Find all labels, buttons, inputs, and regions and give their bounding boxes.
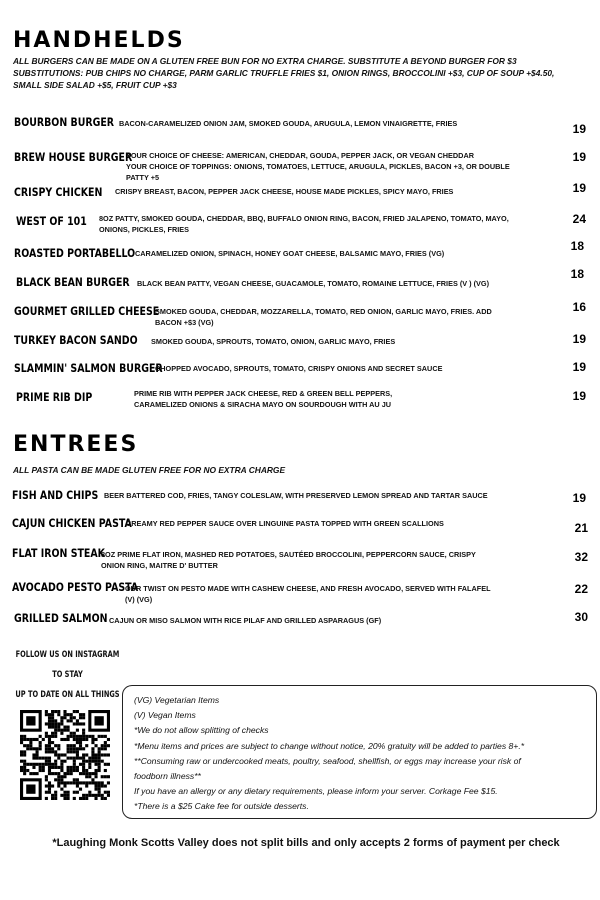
menu-item-name: BREW HOUSE BURGER	[14, 150, 133, 164]
menu-item-name: AVOCADO PESTO PASTA	[12, 580, 139, 594]
menu-item-name: FLAT IRON STEAK	[12, 546, 105, 560]
menu-item-desc-line: SMOKED GOUDA, SPROUTS, TOMATO, ONION, GARLIC MAYO, FRIES	[151, 337, 396, 346]
menu-item-name: ROASTED PORTABELLO	[14, 246, 136, 260]
menu-item-price: 19	[572, 360, 586, 374]
menu-item-desc-line: ONION RING, MAITRE D' BUTTER	[101, 561, 218, 570]
qr-code-icon[interactable]	[20, 710, 110, 800]
menu-item-desc-line: CARAMELIZED ONION, SPINACH, HONEY GOAT CHEESE, BALSAMIC MAYO, FRIES (VG)	[135, 249, 445, 258]
menu-item-name: CAJUN CHICKEN PASTA	[12, 516, 132, 530]
menu-item-price: 19	[572, 389, 586, 403]
menu-item-desc-line: BLACK BEAN PATTY, VEGAN CHEESE, GUACAMOLE, TOMATO, ROMAINE LETTUCE, FRIES (V ) (VG)	[137, 279, 490, 288]
menu-item-price: 32	[574, 550, 588, 564]
menu-item-name: CRISPY CHICKEN	[14, 185, 103, 199]
info-line: *We do not allow splitting of checks	[134, 725, 269, 736]
menu-item-desc	[134, 388, 534, 410]
menu-item-desc-line: SMOKED GOUDA, CHEDDAR, MOZZARELLA, TOMATO, RED ONION, GARLIC MAYO, FRIES. ADD	[155, 307, 492, 316]
menu-item-price: 24	[572, 212, 586, 226]
menu-item-desc-line: PATTY +5	[126, 173, 160, 182]
menu-item-desc	[126, 150, 546, 183]
menu-item-desc-line: CRISPY BREAST, BACON, PEPPER JACK CHEESE, HOUSE MADE PICKLES, SPICY MAYO, FRIES	[115, 187, 454, 196]
menu-item-desc-line: CAJUN OR MISO SALMON WITH RICE PILAF AND GRILLED ASPARAGUS (GF)	[109, 616, 382, 625]
menu-item-price: 19	[572, 332, 586, 346]
info-line: (V) Vegan Items	[134, 710, 196, 721]
menu-item-desc	[101, 549, 546, 571]
menu-item-desc-line: 8OZ PRIME FLAT IRON, MASHED RED POTATOES, SAUTÉED BROCCOLINI, PEPPERCORN SAUCE, CRISPY	[101, 550, 476, 559]
menu-item-price: 19	[572, 181, 586, 195]
info-line: If you have an allergy or any dietary requirements, please inform your server. Corkage Fee $15.	[134, 786, 498, 797]
info-line: foodborn illness**	[134, 771, 201, 782]
menu-item-desc	[137, 278, 547, 289]
menu-item-price: 21	[574, 521, 588, 535]
menu-item-desc-line: CARAMELIZED ONIONS & SIRACHA MAYO ON SOURDOUGH WITH AU JU	[134, 400, 392, 409]
menu-item-desc-line: BACON-CARAMELIZED ONION JAM, SMOKED GOUDA, ARUGULA, LEMON VINAIGRETTE, FRIES	[119, 119, 458, 128]
menu-item-desc	[104, 490, 554, 501]
menu-item-desc-line: (V) (VG)	[125, 595, 153, 604]
menu-item-desc	[99, 213, 549, 235]
handhelds-note-line: SUBSTITUTIONS: PUB CHIPS NO CHARGE, PARM GARLIC TRUFFLE FRIES $1, ONION RINGS, BROCCOLINI +$3, CUP OF SOUP +$4.50,	[13, 68, 555, 78]
menu-item-desc-line: YOUR CHOICE OF CHEESE: AMERICAN, CHEDDAR, GOUDA, PEPPER JACK, OR VEGAN CHEDDAR	[126, 151, 474, 160]
menu-item-price: 19	[572, 122, 586, 136]
menu-item-desc-line: BEER BATTERED COD, FRIES, TANGY COLESLAW, WITH PRESERVED LEMON SPREAD AND TARTAR SAUCE	[104, 491, 488, 500]
handhelds-title: HANDHELDS	[13, 28, 185, 53]
menu-item-desc	[151, 336, 541, 347]
menu-item-price: 30	[574, 610, 588, 624]
menu-item-price: 18	[570, 239, 584, 253]
menu-item-name: BOURBON BURGER	[14, 115, 115, 129]
menu-item-price: 19	[572, 491, 586, 505]
menu-item-desc	[109, 615, 539, 626]
menu-item-name: SLAMMIN' SALMON BURGER	[14, 361, 163, 375]
menu-item-price: 18	[570, 267, 584, 281]
menu-item-desc-line: ONIONS, PICKLES, FRIES	[99, 225, 190, 234]
menu-item-name: GRILLED SALMON	[14, 611, 108, 625]
info-line: **Consuming raw or undercooked meats, poultry, seafood, shellfish, or eggs may increase your risk of	[134, 755, 521, 766]
menu-item-desc	[155, 363, 545, 374]
entrees-note: ALL PASTA CAN BE MADE GLUTEN FREE FOR NO EXTRA CHARGE	[13, 465, 286, 475]
info-box	[122, 685, 597, 819]
menu-item-desc	[115, 186, 545, 197]
menu-item-name: TURKEY BACON SANDO	[14, 333, 138, 347]
info-line: (VG) Vegetarian Items	[134, 695, 220, 705]
menu-item-desc	[135, 248, 545, 259]
entrees-title: ENTREES	[13, 432, 139, 457]
menu-item-desc-line: CREAMY RED PEPPER SAUCE OVER LINGUINE PASTA TOPPED WITH GREEN SCALLIONS	[126, 519, 444, 528]
info-line: *There is a $25 Cake fee for outside desserts.	[134, 801, 309, 812]
menu-item-name: PRIME RIB DIP	[16, 390, 93, 404]
menu-item-name: FISH AND CHIPS	[12, 488, 99, 502]
menu-item-desc-line: BACON +$3 (VG)	[155, 318, 214, 327]
menu-item-name: GOURMET GRILLED CHEESE	[14, 304, 160, 318]
payment-footer: *Laughing Monk Scotts Valley does not split bills and only accepts 2 forms of payment per check	[52, 837, 560, 849]
instagram-line: UP TO DATE ON ALL THINGS	[15, 690, 120, 700]
menu-item-desc-line: PRIME RIB WITH PEPPER JACK CHEESE, RED & GREEN BELL PEPPERS,	[134, 389, 393, 398]
menu-item-price: 22	[574, 582, 588, 596]
menu-item-name: WEST OF 101	[16, 214, 87, 228]
menu-item-name: BLACK BEAN BURGER	[16, 275, 130, 289]
instagram-line: FOLLOW US ON INSTAGRAM TO STAY	[15, 650, 120, 680]
handhelds-note-line: SMALL SIDE SALAD +$5, FRUIT CUP +$3	[13, 80, 177, 90]
menu-item-desc	[119, 118, 549, 129]
handhelds-note-line: ALL BURGERS CAN BE MADE ON A GLUTEN FREE BUN FOR NO EXTRA CHARGE. SUBSTITUTE A BEYOND BURGER FOR $3	[13, 56, 517, 66]
handhelds-note	[13, 55, 588, 91]
menu-item-price: 16	[572, 300, 586, 314]
info-line: *Menu items and prices are subject to change without notice, 20% gratuity will be added to parties 8+.*	[134, 740, 525, 751]
menu-item-desc	[125, 583, 545, 605]
menu-item-desc-line: 8OZ PATTY, SMOKED GOUDA, CHEDDAR, BBQ, BUFFALO ONION RING, BACON, FRIED JALAPENO, TOMATO, MAYO,	[99, 214, 509, 223]
menu-item-price: 19	[572, 150, 586, 164]
menu-item-desc-line: YOUR CHOICE OF TOPPINGS: ONIONS, TOMATOES, LETTUCE, ARUGULA, PICKLES, BACON +3, OR DOUBLE	[126, 162, 510, 171]
menu-item-desc-line: CHOPPED AVOCADO, SPROUTS, TOMATO, CRISPY ONIONS AND SECRET SAUCE	[155, 364, 443, 373]
menu-item-desc-line: OUR TWIST ON PESTO MADE WITH CASHEW CHEESE, AND FRESH AVOCADO, SERVED WITH FALAFEL	[125, 584, 491, 593]
menu-item-desc	[126, 518, 546, 529]
menu-item-desc	[155, 306, 545, 328]
